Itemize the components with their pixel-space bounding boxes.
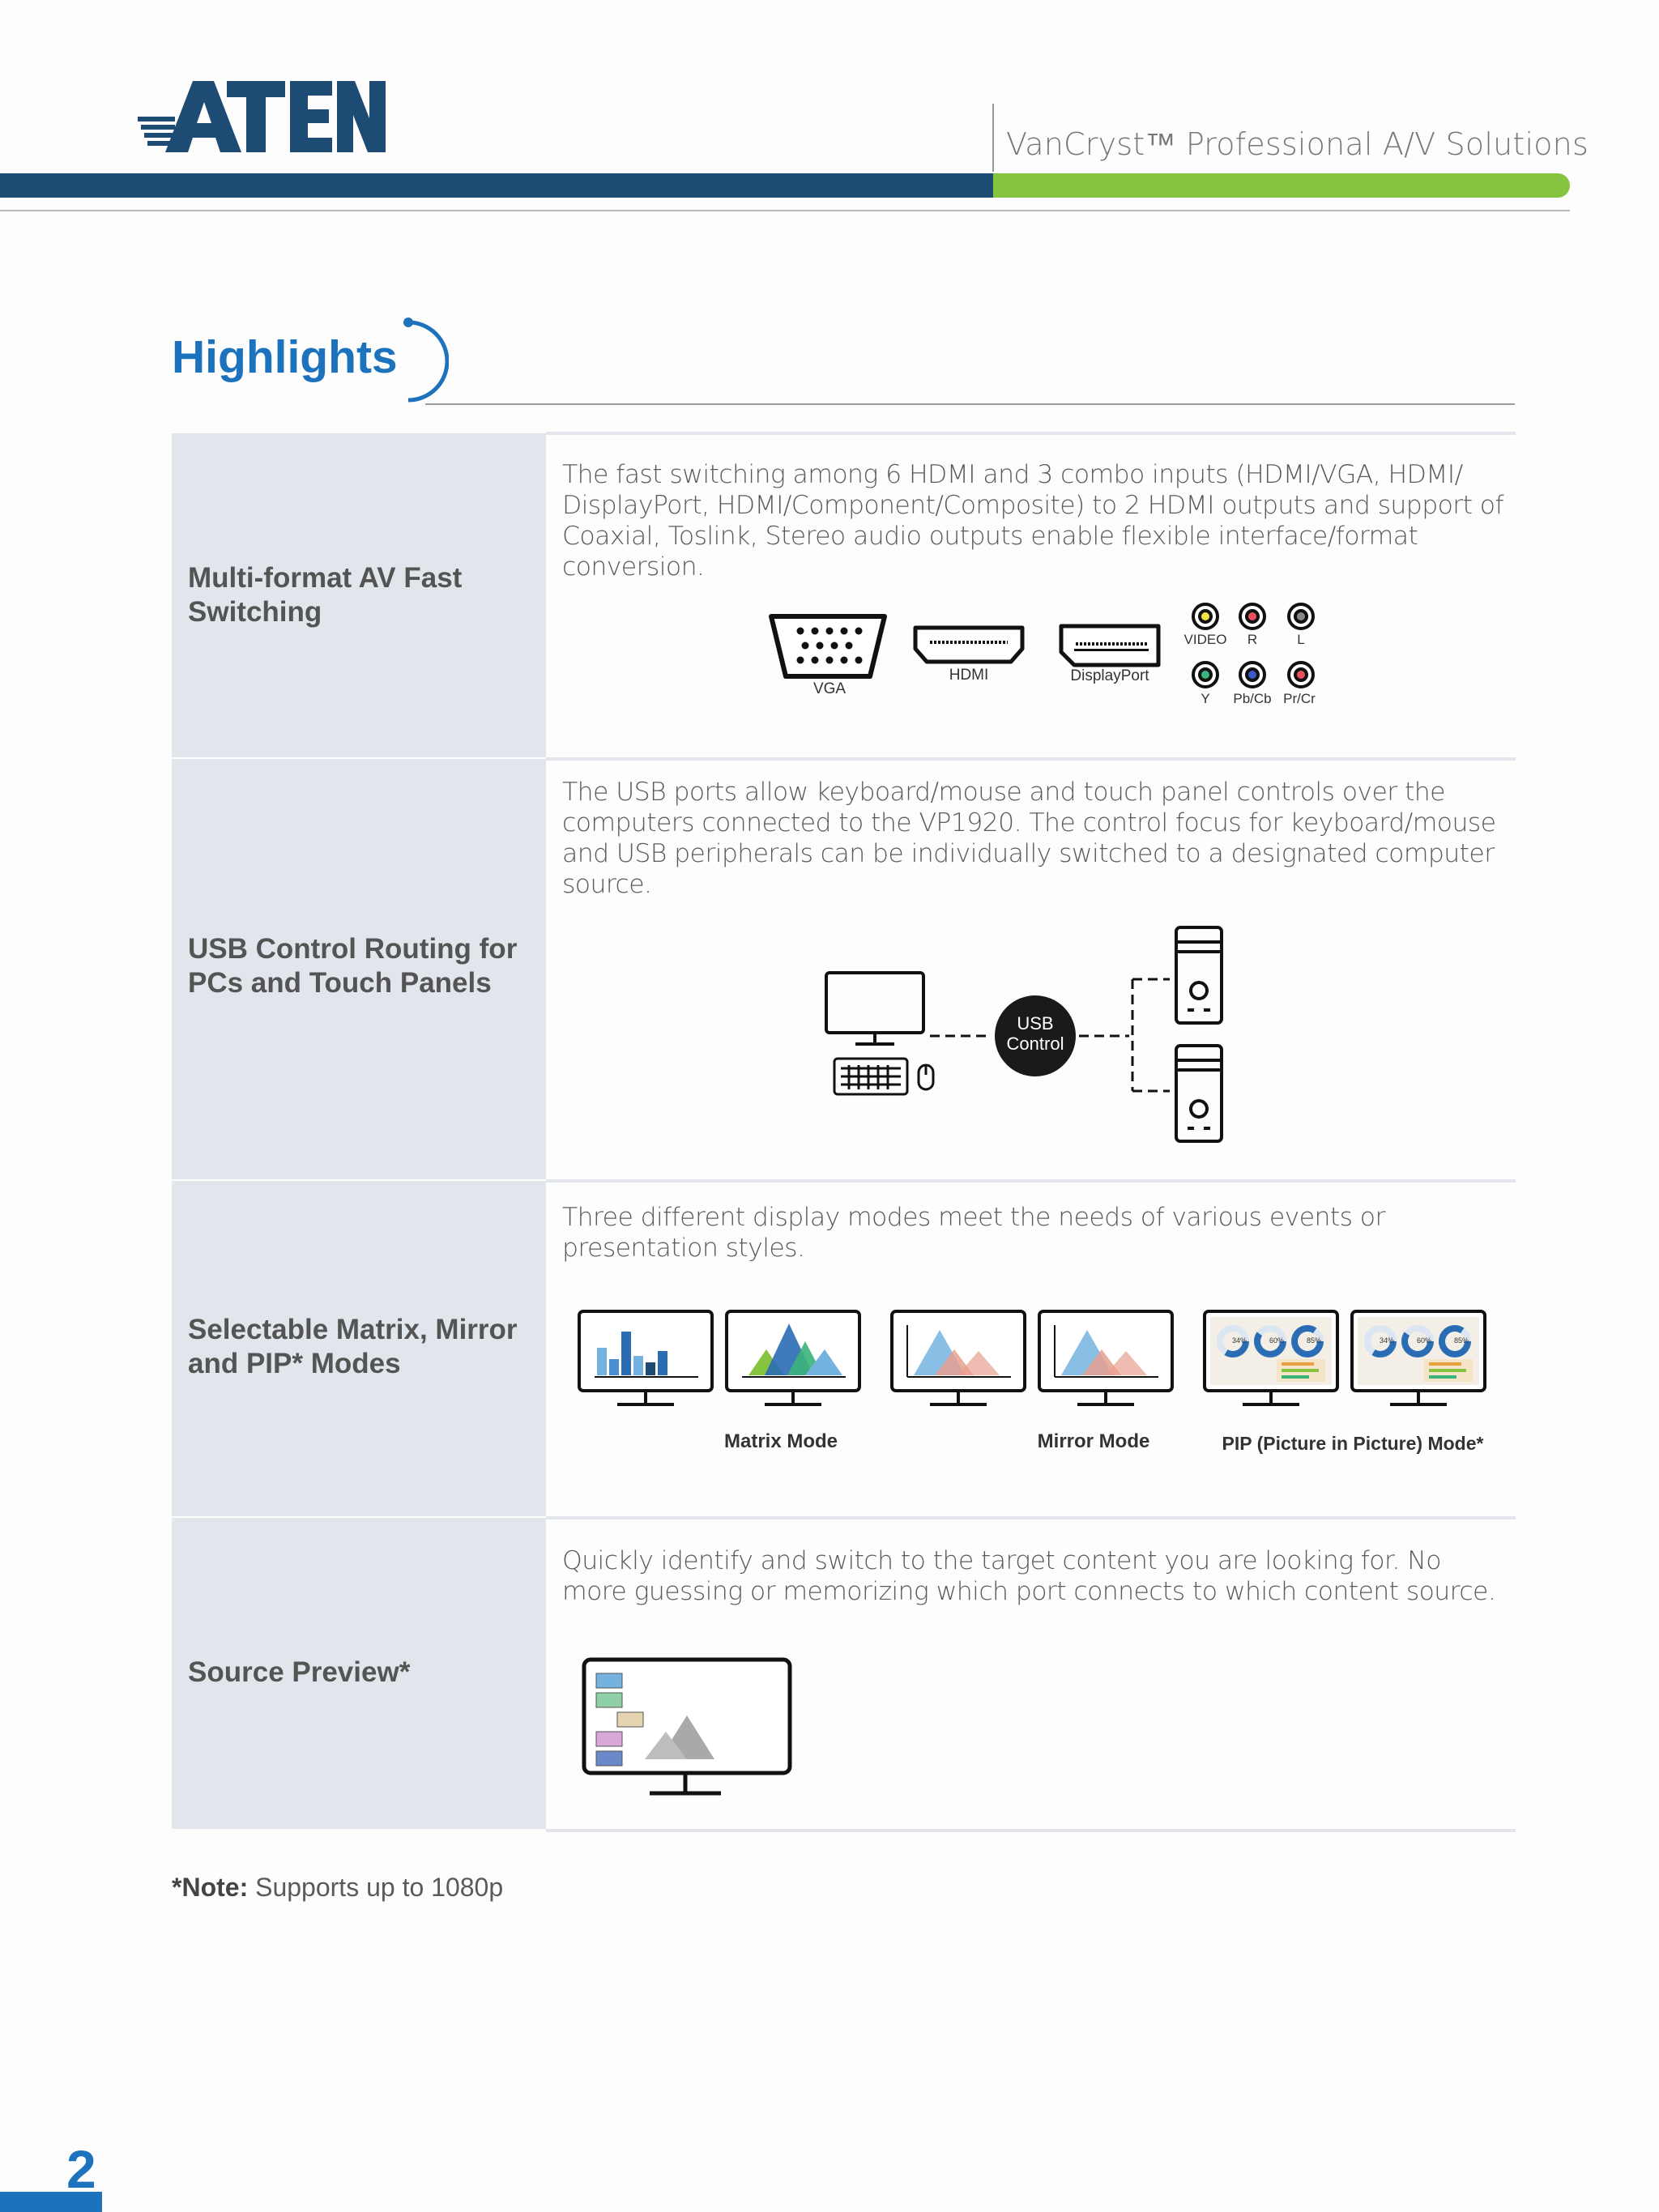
header-bar-blue [0,173,993,198]
matrix-monitor-2 [727,1311,859,1404]
row-label-text: Selectable Matrix, Mirror and PIP* Modes [188,1314,518,1379]
donut-label: 85% [1306,1336,1321,1345]
donut-label: 85% [1453,1336,1469,1345]
page-number: 2 [66,2139,96,2199]
title-rule [425,403,1515,405]
donut-label: 34% [1379,1336,1394,1345]
row-description: The fast switching among 6 HDMI and 3 combo inputs (HDMI/VGA, HDMI/ DisplayPort, HDMI/Component/Composite) to 2 HDMI outputs and support of Coaxial, Toslink, Stereo audio outputs enable flexible interface/format conversion. [562,460,1503,582]
header-tagline: VanCryst™ Professional A/V Solutions [1006,126,1589,162]
donut-label: 34% [1231,1336,1247,1345]
section-title: Highlights [172,331,398,383]
row-body-preview [546,1519,1516,1829]
displayport-icon [1058,623,1162,668]
aten-logo [136,78,387,155]
rca-connectors-icon [1186,602,1322,702]
row-label-text: Multi-format AV Fast Switching [188,562,463,628]
matrix-mode-label: Matrix Mode [723,1430,838,1452]
row-label-preview [172,1518,546,1829]
usb-label-line1: USB [1017,1013,1054,1034]
row-body-usb [546,761,1516,1179]
row-label-text: USB Control Routing for PCs and Touch Panels [188,933,518,999]
header-divider [992,104,994,172]
row-description: Three different display modes meet the needs of various events or presentation styles. [562,1203,1385,1263]
donut-label: 60% [1416,1336,1431,1345]
keyboard-icon [834,1059,933,1094]
pb-label: Pb/Cb [1233,691,1272,706]
pip-mode-label: PIP (Picture in Picture) Mode* [1222,1433,1484,1454]
monitor-icon [826,973,923,1044]
footnote [172,1873,503,1903]
header-bar-green [993,173,1570,198]
row-label-text: Source Preview* [188,1656,411,1688]
display-modes-diagram [577,1309,1513,1414]
brand-text: ATEN [136,78,139,79]
mirror-mode-label: Mirror Mode [1037,1430,1150,1452]
matrix-monitor-1 [579,1311,712,1404]
usb-control-label [996,1013,1074,1054]
row-body-modes [546,1183,1516,1516]
vga-label: VGA [812,680,847,697]
computer-tower-icon [1176,927,1222,1023]
y-label: Y [1201,691,1210,706]
pip-monitor-1 [1205,1311,1337,1404]
title-arc-icon [392,314,449,408]
pip-monitor-2 [1352,1311,1485,1404]
usb-label-line2: Control [1006,1034,1064,1054]
row-divider [546,1829,1516,1832]
pr-label: Pr/Cr [1283,691,1316,706]
l-label: L [1297,632,1305,647]
row-body-multiformat [546,435,1516,757]
footnote-text: Supports up to 1080p [255,1873,504,1902]
hdmi-port-icon [912,624,1026,667]
source-preview-monitor-icon [582,1657,794,1803]
vga-port-icon [766,612,889,681]
computer-tower-icon [1176,1046,1222,1141]
video-label: VIDEO [1183,632,1227,647]
r-label: R [1247,632,1258,647]
row-label-modes [172,1181,546,1516]
row-label-usb [172,759,546,1179]
mirror-monitor-2 [1039,1311,1172,1404]
donut-label: 60% [1269,1336,1284,1345]
header-rule [0,210,1570,211]
mirror-monitor-1 [892,1311,1025,1404]
row-description: The USB ports allow keyboard/mouse and touch panel controls over the computers connected to the VP1920. The control focus for keyboard/mouse and USB peripherals can be individually switched to a designated computer source. [562,778,1496,899]
hdmi-label: HDMI [949,667,989,684]
displayport-label: DisplayPort [1070,667,1149,684]
row-label-multiformat [172,433,546,757]
row-description: Quickly identify and switch to the target content you are looking for. No more guessing or memorizing which port connects to which content source. [562,1546,1496,1606]
footnote-label: *Note: [172,1873,249,1902]
